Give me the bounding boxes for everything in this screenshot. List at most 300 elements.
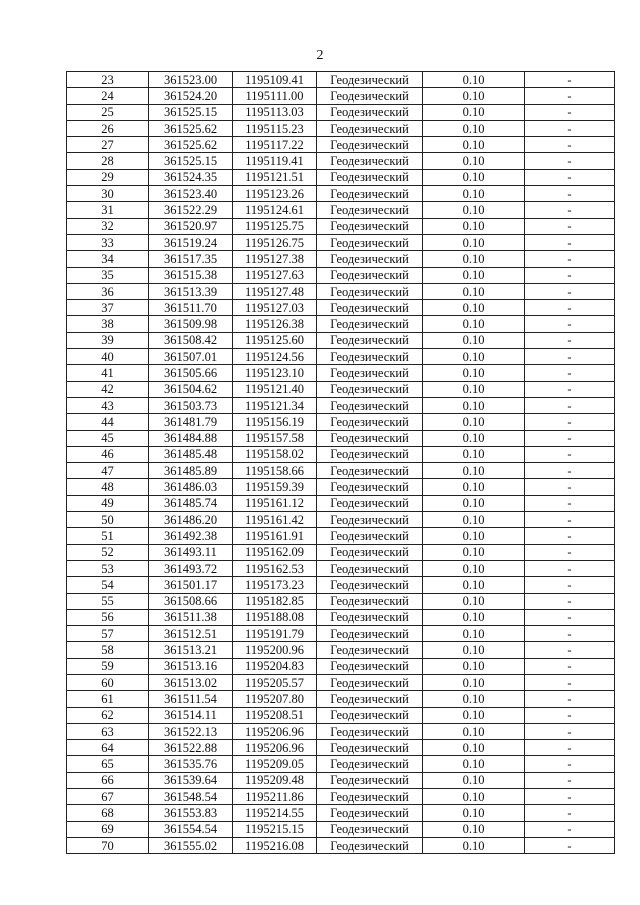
precision-cell: 0.10 (423, 430, 525, 446)
x-coordinate-cell: 361492.38 (149, 528, 233, 544)
y-coordinate-cell: 1195215.15 (233, 821, 317, 837)
x-coordinate-cell: 361519.24 (149, 234, 233, 250)
point-number-cell: 42 (67, 381, 149, 397)
x-coordinate-cell: 361485.74 (149, 495, 233, 511)
table-row (67, 169, 615, 185)
note-cell: - (525, 756, 615, 772)
x-coordinate-cell: 361505.66 (149, 365, 233, 381)
table-row (67, 772, 615, 788)
x-coordinate-cell: 361501.17 (149, 577, 233, 593)
point-number-cell: 41 (67, 365, 149, 381)
precision-cell: 0.10 (423, 642, 525, 658)
note-cell: - (525, 658, 615, 674)
method-cell: Геодезический (317, 446, 423, 462)
y-coordinate-cell: 1195115.23 (233, 120, 317, 136)
table-row (67, 821, 615, 837)
method-cell: Геодезический (317, 463, 423, 479)
x-coordinate-cell: 361548.54 (149, 789, 233, 805)
x-coordinate-cell: 361508.42 (149, 332, 233, 348)
point-number-cell: 29 (67, 169, 149, 185)
precision-cell: 0.10 (423, 593, 525, 609)
precision-cell: 0.10 (423, 202, 525, 218)
precision-cell: 0.10 (423, 626, 525, 642)
method-cell: Геодезический (317, 332, 423, 348)
y-coordinate-cell: 1195124.56 (233, 349, 317, 365)
table-row (67, 397, 615, 413)
x-coordinate-cell: 361507.01 (149, 349, 233, 365)
table-row (67, 674, 615, 690)
note-cell: - (525, 560, 615, 576)
precision-cell: 0.10 (423, 479, 525, 495)
y-coordinate-cell: 1195158.66 (233, 463, 317, 479)
point-number-cell: 69 (67, 821, 149, 837)
note-cell: - (525, 593, 615, 609)
x-coordinate-cell: 361511.38 (149, 609, 233, 625)
precision-cell: 0.10 (423, 544, 525, 560)
method-cell: Геодезический (317, 756, 423, 772)
precision-cell: 0.10 (423, 740, 525, 756)
precision-cell: 0.10 (423, 609, 525, 625)
y-coordinate-cell: 1195125.60 (233, 332, 317, 348)
method-cell: Геодезический (317, 186, 423, 202)
precision-cell: 0.10 (423, 414, 525, 430)
table-row (67, 577, 615, 593)
precision-cell: 0.10 (423, 332, 525, 348)
y-coordinate-cell: 1195209.48 (233, 772, 317, 788)
x-coordinate-cell: 361504.62 (149, 381, 233, 397)
precision-cell: 0.10 (423, 658, 525, 674)
precision-cell: 0.10 (423, 397, 525, 413)
note-cell: - (525, 169, 615, 185)
y-coordinate-cell: 1195127.38 (233, 251, 317, 267)
note-cell: - (525, 88, 615, 104)
y-coordinate-cell: 1195121.34 (233, 397, 317, 413)
note-cell: - (525, 120, 615, 136)
table-row (67, 153, 615, 169)
y-coordinate-cell: 1195191.79 (233, 626, 317, 642)
method-cell: Геодезический (317, 88, 423, 104)
note-cell: - (525, 691, 615, 707)
x-coordinate-cell: 361511.54 (149, 691, 233, 707)
note-cell: - (525, 642, 615, 658)
note-cell: - (525, 202, 615, 218)
point-number-cell: 47 (67, 463, 149, 479)
coordinates-table (66, 71, 615, 854)
point-number-cell: 50 (67, 512, 149, 528)
method-cell: Геодезический (317, 805, 423, 821)
method-cell: Геодезический (317, 674, 423, 690)
point-number-cell: 64 (67, 740, 149, 756)
note-cell: - (525, 577, 615, 593)
note-cell: - (525, 512, 615, 528)
y-coordinate-cell: 1195127.03 (233, 300, 317, 316)
precision-cell: 0.10 (423, 446, 525, 462)
point-number-cell: 39 (67, 332, 149, 348)
method-cell: Геодезический (317, 137, 423, 153)
method-cell: Геодезический (317, 381, 423, 397)
method-cell: Геодезический (317, 577, 423, 593)
x-coordinate-cell: 361553.83 (149, 805, 233, 821)
precision-cell: 0.10 (423, 218, 525, 234)
table-row (67, 430, 615, 446)
note-cell: - (525, 528, 615, 544)
y-coordinate-cell: 1195119.41 (233, 153, 317, 169)
x-coordinate-cell: 361513.16 (149, 658, 233, 674)
note-cell: - (525, 740, 615, 756)
y-coordinate-cell: 1195188.08 (233, 609, 317, 625)
table-row (67, 365, 615, 381)
method-cell: Геодезический (317, 789, 423, 805)
note-cell: - (525, 837, 615, 853)
precision-cell: 0.10 (423, 495, 525, 511)
precision-cell: 0.10 (423, 88, 525, 104)
table-row (67, 72, 615, 88)
precision-cell: 0.10 (423, 72, 525, 88)
table-row (67, 495, 615, 511)
y-coordinate-cell: 1195161.42 (233, 512, 317, 528)
method-cell: Геодезический (317, 251, 423, 267)
table-row (67, 626, 615, 642)
precision-cell: 0.10 (423, 365, 525, 381)
note-cell: - (525, 805, 615, 821)
method-cell: Геодезический (317, 300, 423, 316)
x-coordinate-cell: 361535.76 (149, 756, 233, 772)
table-row (67, 528, 615, 544)
point-number-cell: 60 (67, 674, 149, 690)
note-cell: - (525, 153, 615, 169)
method-cell: Геодезический (317, 626, 423, 642)
note-cell: - (525, 626, 615, 642)
table-row (67, 642, 615, 658)
note-cell: - (525, 821, 615, 837)
method-cell: Геодезический (317, 169, 423, 185)
x-coordinate-cell: 361509.98 (149, 316, 233, 332)
x-coordinate-cell: 361511.70 (149, 300, 233, 316)
table-row (67, 544, 615, 560)
x-coordinate-cell: 361523.00 (149, 72, 233, 88)
note-cell: - (525, 544, 615, 560)
y-coordinate-cell: 1195182.85 (233, 593, 317, 609)
note-cell: - (525, 463, 615, 479)
point-number-cell: 45 (67, 430, 149, 446)
table-row (67, 723, 615, 739)
x-coordinate-cell: 361522.29 (149, 202, 233, 218)
point-number-cell: 23 (67, 72, 149, 88)
x-coordinate-cell: 361554.54 (149, 821, 233, 837)
x-coordinate-cell: 361524.20 (149, 88, 233, 104)
precision-cell: 0.10 (423, 463, 525, 479)
table-row (67, 218, 615, 234)
x-coordinate-cell: 361486.03 (149, 479, 233, 495)
precision-cell: 0.10 (423, 789, 525, 805)
y-coordinate-cell: 1195205.57 (233, 674, 317, 690)
y-coordinate-cell: 1195113.03 (233, 104, 317, 120)
note-cell: - (525, 414, 615, 430)
x-coordinate-cell: 361539.64 (149, 772, 233, 788)
note-cell: - (525, 479, 615, 495)
precision-cell: 0.10 (423, 528, 525, 544)
precision-cell: 0.10 (423, 674, 525, 690)
table-row (67, 740, 615, 756)
note-cell: - (525, 349, 615, 365)
table-row (67, 283, 615, 299)
precision-cell: 0.10 (423, 349, 525, 365)
method-cell: Геодезический (317, 283, 423, 299)
note-cell: - (525, 772, 615, 788)
method-cell: Геодезический (317, 316, 423, 332)
precision-cell: 0.10 (423, 381, 525, 397)
note-cell: - (525, 609, 615, 625)
point-number-cell: 31 (67, 202, 149, 218)
point-number-cell: 26 (67, 120, 149, 136)
table-row (67, 609, 615, 625)
note-cell: - (525, 72, 615, 88)
point-number-cell: 48 (67, 479, 149, 495)
page-number: 2 (316, 48, 324, 63)
x-coordinate-cell: 361493.11 (149, 544, 233, 560)
table-row (67, 88, 615, 104)
point-number-cell: 37 (67, 300, 149, 316)
x-coordinate-cell: 361493.72 (149, 560, 233, 576)
x-coordinate-cell: 361508.66 (149, 593, 233, 609)
x-coordinate-cell: 361485.89 (149, 463, 233, 479)
method-cell: Геодезический (317, 479, 423, 495)
point-number-cell: 59 (67, 658, 149, 674)
y-coordinate-cell: 1195157.58 (233, 430, 317, 446)
point-number-cell: 38 (67, 316, 149, 332)
method-cell: Геодезический (317, 495, 423, 511)
x-coordinate-cell: 361525.15 (149, 153, 233, 169)
point-number-cell: 49 (67, 495, 149, 511)
x-coordinate-cell: 361524.35 (149, 169, 233, 185)
method-cell: Геодезический (317, 772, 423, 788)
note-cell: - (525, 234, 615, 250)
y-coordinate-cell: 1195121.40 (233, 381, 317, 397)
point-number-cell: 32 (67, 218, 149, 234)
table-row (67, 446, 615, 462)
point-number-cell: 61 (67, 691, 149, 707)
table-row (67, 479, 615, 495)
note-cell: - (525, 789, 615, 805)
y-coordinate-cell: 1195126.75 (233, 234, 317, 250)
note-cell: - (525, 495, 615, 511)
note-cell: - (525, 316, 615, 332)
table-row (67, 789, 615, 805)
method-cell: Геодезический (317, 544, 423, 560)
note-cell: - (525, 251, 615, 267)
y-coordinate-cell: 1195214.55 (233, 805, 317, 821)
point-number-cell: 36 (67, 283, 149, 299)
method-cell: Геодезический (317, 349, 423, 365)
point-number-cell: 68 (67, 805, 149, 821)
precision-cell: 0.10 (423, 120, 525, 136)
x-coordinate-cell: 361523.40 (149, 186, 233, 202)
note-cell: - (525, 283, 615, 299)
y-coordinate-cell: 1195161.91 (233, 528, 317, 544)
table-row (67, 691, 615, 707)
point-number-cell: 27 (67, 137, 149, 153)
point-number-cell: 51 (67, 528, 149, 544)
method-cell: Геодезический (317, 218, 423, 234)
note-cell: - (525, 137, 615, 153)
coordinates-table-body (67, 72, 615, 854)
point-number-cell: 55 (67, 593, 149, 609)
table-row (67, 234, 615, 250)
method-cell: Геодезический (317, 72, 423, 88)
table-row (67, 251, 615, 267)
note-cell: - (525, 397, 615, 413)
note-cell: - (525, 300, 615, 316)
y-coordinate-cell: 1195206.96 (233, 723, 317, 739)
x-coordinate-cell: 361485.48 (149, 446, 233, 462)
y-coordinate-cell: 1195109.41 (233, 72, 317, 88)
method-cell: Геодезический (317, 414, 423, 430)
note-cell: - (525, 446, 615, 462)
precision-cell: 0.10 (423, 805, 525, 821)
precision-cell: 0.10 (423, 821, 525, 837)
method-cell: Геодезический (317, 821, 423, 837)
point-number-cell: 62 (67, 707, 149, 723)
point-number-cell: 57 (67, 626, 149, 642)
table-row (67, 805, 615, 821)
method-cell: Геодезический (317, 837, 423, 853)
x-coordinate-cell: 361522.13 (149, 723, 233, 739)
note-cell: - (525, 674, 615, 690)
x-coordinate-cell: 361514.11 (149, 707, 233, 723)
note-cell: - (525, 267, 615, 283)
table-row (67, 512, 615, 528)
point-number-cell: 63 (67, 723, 149, 739)
y-coordinate-cell: 1195125.75 (233, 218, 317, 234)
y-coordinate-cell: 1195162.09 (233, 544, 317, 560)
y-coordinate-cell: 1195159.39 (233, 479, 317, 495)
method-cell: Геодезический (317, 512, 423, 528)
x-coordinate-cell: 361513.21 (149, 642, 233, 658)
table-row (67, 300, 615, 316)
precision-cell: 0.10 (423, 316, 525, 332)
table-row (67, 658, 615, 674)
table-row (67, 332, 615, 348)
table-row (67, 560, 615, 576)
precision-cell: 0.10 (423, 267, 525, 283)
table-row (67, 756, 615, 772)
method-cell: Геодезический (317, 397, 423, 413)
point-number-cell: 58 (67, 642, 149, 658)
point-number-cell: 34 (67, 251, 149, 267)
precision-cell: 0.10 (423, 186, 525, 202)
point-number-cell: 28 (67, 153, 149, 169)
x-coordinate-cell: 361517.35 (149, 251, 233, 267)
method-cell: Геодезический (317, 153, 423, 169)
x-coordinate-cell: 361503.73 (149, 397, 233, 413)
point-number-cell: 33 (67, 234, 149, 250)
point-number-cell: 24 (67, 88, 149, 104)
method-cell: Геодезический (317, 104, 423, 120)
point-number-cell: 52 (67, 544, 149, 560)
table-row (67, 104, 615, 120)
table-row (67, 381, 615, 397)
x-coordinate-cell: 361486.20 (149, 512, 233, 528)
method-cell: Геодезический (317, 365, 423, 381)
y-coordinate-cell: 1195206.96 (233, 740, 317, 756)
y-coordinate-cell: 1195127.63 (233, 267, 317, 283)
note-cell: - (525, 381, 615, 397)
note-cell: - (525, 430, 615, 446)
precision-cell: 0.10 (423, 691, 525, 707)
point-number-cell: 30 (67, 186, 149, 202)
method-cell: Геодезический (317, 609, 423, 625)
method-cell: Геодезический (317, 430, 423, 446)
y-coordinate-cell: 1195156.19 (233, 414, 317, 430)
method-cell: Геодезический (317, 740, 423, 756)
note-cell: - (525, 365, 615, 381)
precision-cell: 0.10 (423, 283, 525, 299)
precision-cell: 0.10 (423, 153, 525, 169)
note-cell: - (525, 218, 615, 234)
precision-cell: 0.10 (423, 756, 525, 772)
y-coordinate-cell: 1195126.38 (233, 316, 317, 332)
note-cell: - (525, 186, 615, 202)
y-coordinate-cell: 1195124.61 (233, 202, 317, 218)
precision-cell: 0.10 (423, 577, 525, 593)
precision-cell: 0.10 (423, 560, 525, 576)
note-cell: - (525, 723, 615, 739)
precision-cell: 0.10 (423, 169, 525, 185)
y-coordinate-cell: 1195208.51 (233, 707, 317, 723)
x-coordinate-cell: 361481.79 (149, 414, 233, 430)
point-number-cell: 53 (67, 560, 149, 576)
table-row (67, 202, 615, 218)
x-coordinate-cell: 361512.51 (149, 626, 233, 642)
precision-cell: 0.10 (423, 234, 525, 250)
method-cell: Геодезический (317, 120, 423, 136)
note-cell: - (525, 707, 615, 723)
x-coordinate-cell: 361520.97 (149, 218, 233, 234)
note-cell: - (525, 104, 615, 120)
method-cell: Геодезический (317, 642, 423, 658)
method-cell: Геодезический (317, 267, 423, 283)
y-coordinate-cell: 1195173.23 (233, 577, 317, 593)
y-coordinate-cell: 1195117.22 (233, 137, 317, 153)
point-number-cell: 65 (67, 756, 149, 772)
y-coordinate-cell: 1195200.96 (233, 642, 317, 658)
method-cell: Геодезический (317, 234, 423, 250)
y-coordinate-cell: 1195127.48 (233, 283, 317, 299)
method-cell: Геодезический (317, 723, 423, 739)
x-coordinate-cell: 361522.88 (149, 740, 233, 756)
x-coordinate-cell: 361484.88 (149, 430, 233, 446)
table-row (67, 349, 615, 365)
y-coordinate-cell: 1195211.86 (233, 789, 317, 805)
table-row (67, 267, 615, 283)
point-number-cell: 44 (67, 414, 149, 430)
y-coordinate-cell: 1195162.53 (233, 560, 317, 576)
precision-cell: 0.10 (423, 104, 525, 120)
point-number-cell: 56 (67, 609, 149, 625)
method-cell: Геодезический (317, 707, 423, 723)
method-cell: Геодезический (317, 528, 423, 544)
precision-cell: 0.10 (423, 512, 525, 528)
table-row (67, 120, 615, 136)
y-coordinate-cell: 1195209.05 (233, 756, 317, 772)
point-number-cell: 40 (67, 349, 149, 365)
table-row (67, 593, 615, 609)
table-row (67, 137, 615, 153)
x-coordinate-cell: 361525.15 (149, 104, 233, 120)
precision-cell: 0.10 (423, 300, 525, 316)
point-number-cell: 54 (67, 577, 149, 593)
precision-cell: 0.10 (423, 137, 525, 153)
